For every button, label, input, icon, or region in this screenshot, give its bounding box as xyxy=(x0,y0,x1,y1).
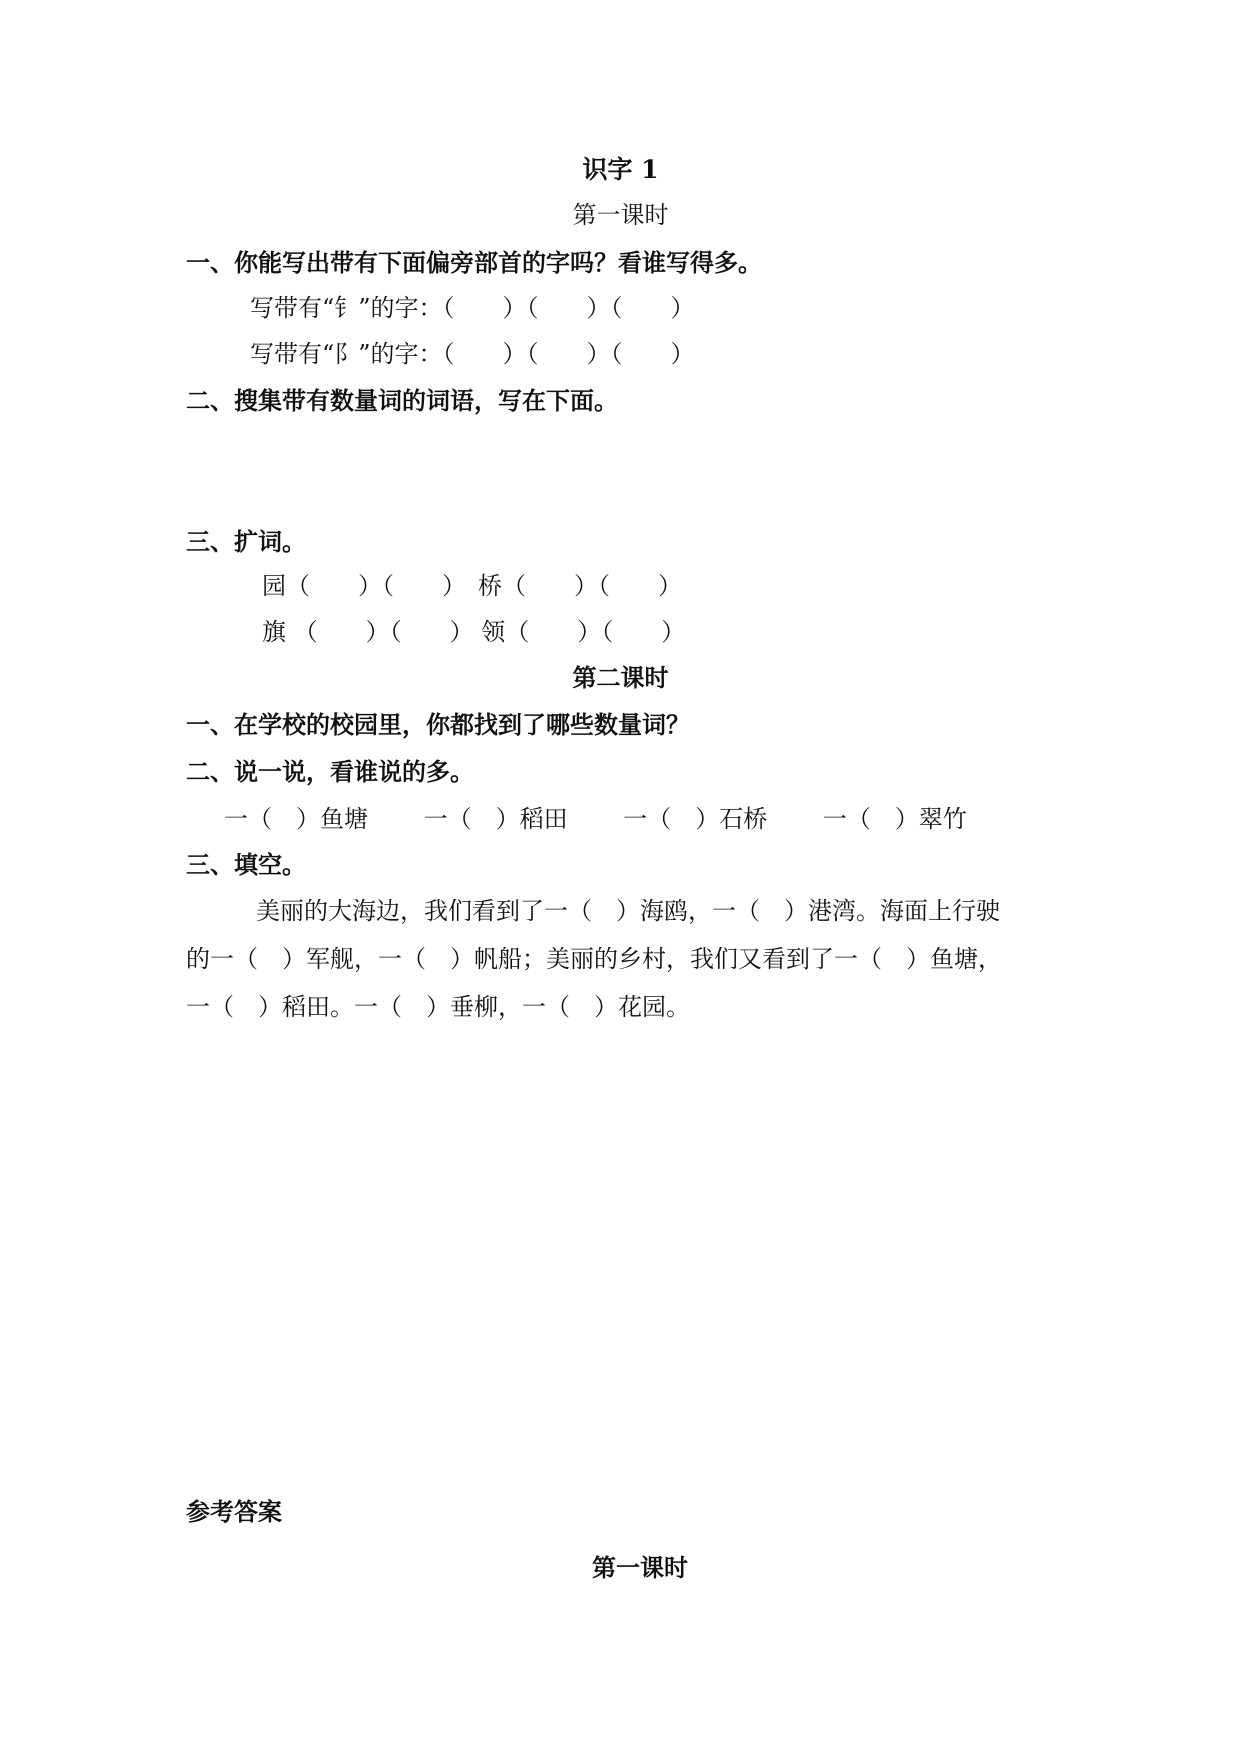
lesson2-q3-para-line2: 的一（ ）军舰，一（ ）帆船；美丽的乡村，我们又看到了一（ ）鱼塘， xyxy=(186,945,1002,973)
lesson2-q3-para-line1: 美丽的大海边，我们看到了一（ ）海鸥，一（ ）港湾。海面上行驶 xyxy=(256,897,1000,925)
lesson2-q1-prompt: 一、在学校的校园里，你都找到了哪些数量词？ xyxy=(186,710,690,739)
lesson2-heading: 第二课时 xyxy=(572,663,669,692)
lesson1-q3-line1: 园（ ）（ ） 桥（ ）（ ） xyxy=(262,572,682,600)
lesson1-heading: 第一课时 xyxy=(572,201,669,229)
lesson1-q1-prompt: 一、你能写出带有下面偏旁部首的字吗？看谁写得多。 xyxy=(186,248,762,277)
lesson2-q2-line: 一（ ）鱼塘 一（ ）稻田 一（ ）石桥 一（ ）翠竹 xyxy=(224,805,967,833)
lesson1-q3-prompt: 三、扩词。 xyxy=(186,527,306,556)
answer-key-heading: 第一课时 xyxy=(592,1553,688,1582)
lesson2-q3-para-line3: 一（ ）稻田。一（ ）垂柳，一（ ）花园。 xyxy=(186,993,690,1021)
answer-key-label: 参考答案 xyxy=(186,1497,282,1526)
lesson1-q1-line2: 写带有“阝”的字：（ ）（ ）（ ） xyxy=(250,340,695,368)
lesson1-q3-line2: 旗 （ ）（ ） 领（ ）（ ） xyxy=(262,618,686,646)
lesson2-q3-prompt: 三、填空。 xyxy=(186,850,306,879)
lesson1-q1-line1: 写带有“钅”的字：（ ）（ ）（ ） xyxy=(250,294,695,322)
lesson1-q2-prompt: 二、搜集带有数量词的词语，写在下面。 xyxy=(186,386,618,415)
page-title: 识字 1 xyxy=(582,155,659,184)
lesson2-q2-prompt: 二、说一说，看谁说的多。 xyxy=(186,757,474,786)
